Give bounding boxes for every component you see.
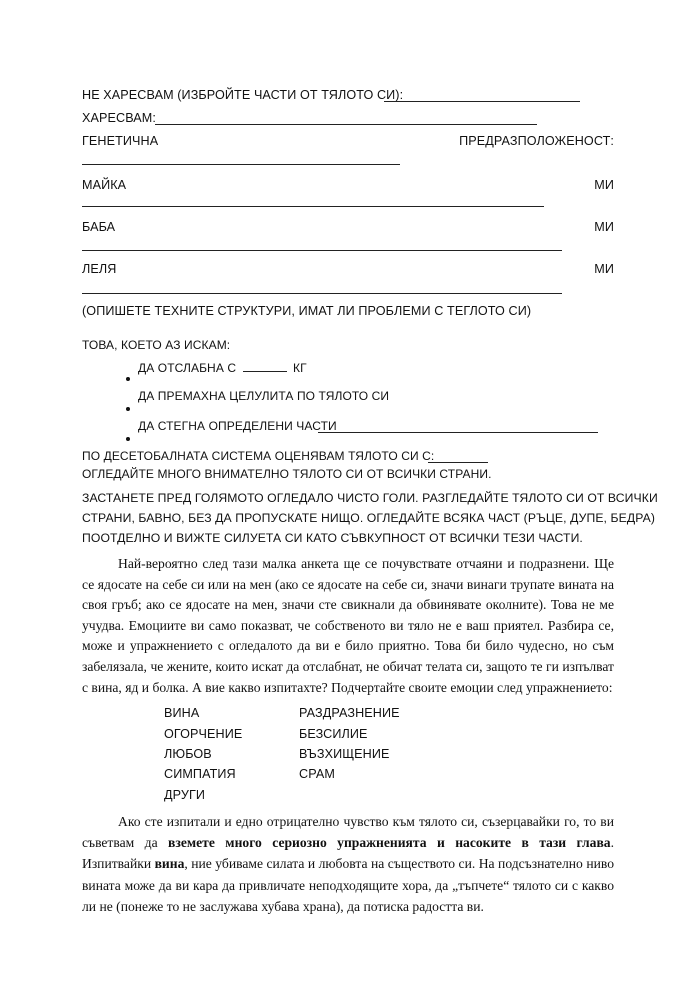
tighten-blank-line[interactable] xyxy=(318,432,598,433)
mirror-line-3: ПООТДЕЛНО И ВИЖТЕ СИЛУЕТА СИ КАТО СЪВКУПНОСТ ОТ ВСИЧКИ ТЕЗИ ЧАСТИ. xyxy=(82,531,583,545)
bullet-icon xyxy=(126,407,130,411)
emotion-item: СИМПАТИЯ xyxy=(164,767,236,781)
want-item-weight-unit: КГ xyxy=(293,361,307,375)
advice-bold-2: вина xyxy=(154,856,185,872)
want-item-cellulite: ДА ПРЕМАХНА ЦЕЛУЛИТА ПО ТЯЛОТО СИ xyxy=(138,389,390,403)
emotion-item: ДРУГИ xyxy=(164,788,206,802)
aunt-label: ЛЕЛЯ xyxy=(82,262,117,276)
mother-suffix: МИ xyxy=(594,178,614,192)
dislike-label: НЕ ХАРЕСВАМ (ИЗБРОЙТЕ ЧАСТИ ОТ ТЯЛОТО СИ): xyxy=(82,88,404,102)
wants-title: ТОВА, КОЕТО АЗ ИСКАМ: xyxy=(82,338,231,352)
grandmother-blank-line[interactable] xyxy=(82,250,562,251)
like-label: ХАРЕСВАМ: xyxy=(82,111,156,125)
want-item-weight-prefix: ДА ОТСЛАБНА С xyxy=(138,361,237,375)
structures-note: (ОПИШЕТЕ ТЕХНИТЕ СТРУКТУРИ, ИМАТ ЛИ ПРОБЛЕМИ С ТЕГЛОТО СИ) xyxy=(82,304,532,318)
grandmother-label: БАБА xyxy=(82,220,116,234)
advice-text-2: . Изпитвайки xyxy=(82,835,615,872)
emotion-item: ЛЮБОВ xyxy=(164,747,212,761)
advice-text-1: Ако сте изпитали и едно отрицателно чувство към тялото си, съзерцавайки го, то ви съветвам да xyxy=(82,814,614,851)
mother-label: МАЙКА xyxy=(82,178,127,192)
mother-blank-line[interactable] xyxy=(82,206,544,207)
emotion-item: ОГОРЧЕНИЕ xyxy=(164,727,243,741)
genetic-blank-line[interactable] xyxy=(82,164,400,165)
aunt-blank-line[interactable] xyxy=(82,293,562,294)
inspect-line: ОГЛЕДАЙТЕ МНОГО ВНИМАТЕЛНО ТЯЛОТО СИ ОТ ВСИЧКИ СТРАНИ. xyxy=(82,467,492,481)
mirror-line-1: ЗАСТАНЕТЕ ПРЕД ГОЛЯМОТО ОГЛЕДАЛО ЧИСТО ГОЛИ. РАЗГЛЕДАЙТЕ ТЯЛОТО СИ ОТ ВСИЧКИ xyxy=(82,491,658,505)
want-item-weight xyxy=(138,360,307,375)
rating-blank-line[interactable] xyxy=(428,462,488,463)
emotion-item: БЕЗСИЛИЕ xyxy=(299,727,368,741)
kg-blank-line[interactable] xyxy=(243,360,287,372)
genetic-label: ГЕНЕТИЧНА xyxy=(82,134,159,148)
paragraph-feelings-text: Най-вероятно след тази малка анкета ще се почувствате отчаяни и подразнени. Ще се ядосате на себе си или на мен (ако се ядосате на себе си, значи винаги трупате вината на своя гръб; ако се ядосате на мен, значи сте свикнали да обвинявате околните). Това не ме учудва. Емоциите ви само показват, че собственото ви тяло не е ваш приятел. Разбира се, може и упражнението с огледалото да ви е било приятно. Това би било чудесно, но съм забелязала, че жените, които искат да отслабнат, не обичат телата си, защото те ги изпълват с вина, яд и болка. А вие какво изпитахте? Подчертайте своите емоции след упражнението: xyxy=(82,556,614,695)
bullet-icon xyxy=(126,377,130,381)
want-item-tighten: ДА СТЕГНА ОПРЕДЕЛЕНИ ЧАСТИ xyxy=(138,419,337,433)
emotion-item: ВИНА xyxy=(164,706,200,720)
grandmother-suffix: МИ xyxy=(594,220,614,234)
advice-bold-1: вземете много сериозно упражненията и насоките в тази глава xyxy=(168,835,611,851)
emotion-item: СРАМ xyxy=(299,767,335,781)
emotion-item: ВЪЗХИЩЕНИЕ xyxy=(299,747,390,761)
advice-text-3: , ние убиваме силата и любовта на съществото си. На подсъзнателно ниво вината може да ви кара да привличате неподходящите хора, да „тъпчете“ тялото си с какво ли не (понеже то не заслужава хубава храна), да потиска радостта ви. xyxy=(82,856,614,914)
like-blank-line[interactable] xyxy=(155,124,537,125)
predisposition-label: ПРЕДРАЗПОЛОЖЕНОСТ: xyxy=(459,134,614,148)
emotion-item: РАЗДРАЗНЕНИЕ xyxy=(299,706,400,720)
bullet-icon xyxy=(126,437,130,441)
dislike-blank-line[interactable] xyxy=(384,101,580,102)
mirror-line-2: СТРАНИ, БАВНО, БЕЗ ДА ПРОПУСКАТЕ НИЩО. ОГЛЕДАЙТЕ ВСЯКА ЧАСТ (РЪЦЕ, ДУПЕ, БЕДРА) xyxy=(82,511,656,525)
paragraph-advice xyxy=(82,811,614,917)
aunt-suffix: МИ xyxy=(594,262,614,276)
paragraph-feelings xyxy=(82,554,614,698)
rating-line: ПО ДЕСЕТОБАЛНАТА СИСТЕМА ОЦЕНЯВАМ ТЯЛОТО СИ С: xyxy=(82,449,435,463)
